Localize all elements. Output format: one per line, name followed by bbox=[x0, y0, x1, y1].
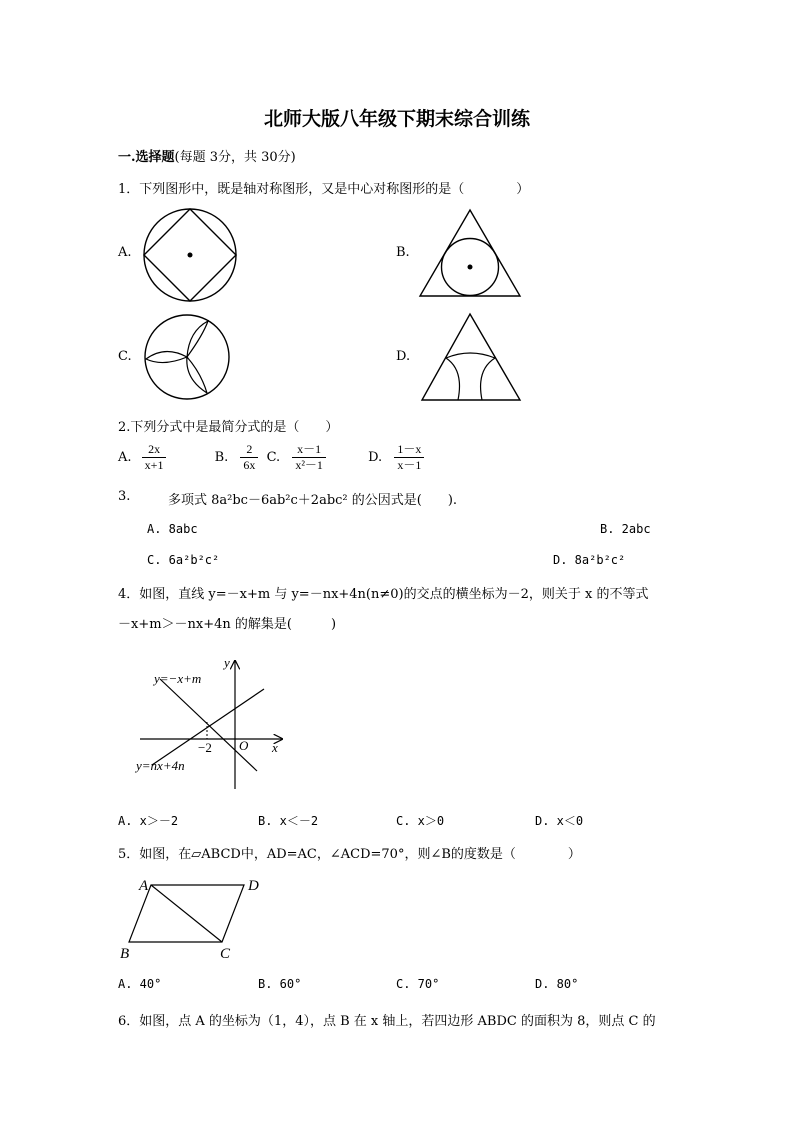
q2-option-c-label: C. bbox=[266, 450, 281, 465]
label-y1: y=−x+m bbox=[154, 671, 202, 686]
q5-stem: 5．如图，在▱ABCD中，AD=AC，∠ACD=70°，则∠B的度数是（ ） bbox=[118, 847, 581, 862]
q4-option-b: B. x＜－2 bbox=[258, 814, 319, 828]
page-title: 北师大版八年级下期末综合训练 bbox=[263, 108, 530, 130]
q4-option-d: D. x＜0 bbox=[535, 814, 584, 828]
q3-stem: 多项式 8a²bc－6ab²c＋2abc² 的公因式是( ). bbox=[168, 493, 458, 508]
section-heading bbox=[118, 146, 296, 165]
q1-option-b-label: B. bbox=[396, 245, 410, 260]
point-a-label: A bbox=[139, 878, 149, 894]
q3-number: 3. bbox=[118, 489, 131, 504]
q5-option-b: B. 60° bbox=[258, 977, 302, 991]
label-y2: y=nx+4n bbox=[136, 758, 185, 773]
point-d-label: D bbox=[248, 878, 259, 894]
label-origin: O bbox=[239, 738, 249, 753]
q2-option-c-fraction bbox=[292, 442, 326, 473]
q2-d-denominator: x－1 bbox=[397, 458, 422, 472]
q1-figure-b bbox=[418, 208, 524, 300]
label-x-axis: x bbox=[272, 740, 278, 755]
q6-stem: 6．如图，点 A 的坐标为（1，4），点 B 在 x 轴上，若四边形 ABDC 的面积为 8，则点 C 的 bbox=[118, 1014, 656, 1029]
q3-option-b: B. 2abc bbox=[600, 522, 651, 536]
q2-c-denominator: x²－1 bbox=[295, 458, 323, 472]
point-c-label: C bbox=[220, 946, 231, 962]
q1-figure-d bbox=[420, 312, 522, 402]
q3-option-a: A. 8abc bbox=[147, 522, 198, 536]
q1-option-c-label: C. bbox=[118, 349, 132, 364]
q2-options bbox=[118, 442, 424, 473]
section-note: (每题 3分，共 30分) bbox=[174, 150, 296, 165]
q1-option-d-label: D. bbox=[396, 349, 411, 364]
q2-option-a-label: A. bbox=[118, 450, 132, 465]
q2-a-numerator: 2x bbox=[142, 442, 167, 458]
q1-figure-c bbox=[143, 315, 235, 401]
q2-option-b-label: B. bbox=[214, 450, 229, 465]
q2-option-a-fraction bbox=[142, 442, 167, 473]
q4-stem-line2: －x+m＞－nx+4n 的解集是( ) bbox=[118, 617, 337, 632]
point-b-label: B bbox=[120, 946, 130, 962]
q1-option-a-label: A. bbox=[118, 245, 132, 260]
q3-option-d: D. 8a²b²c² bbox=[553, 553, 626, 567]
q4-graph bbox=[134, 655, 294, 795]
q2-d-numerator: 1－x bbox=[394, 442, 424, 458]
section-label: 一.选择题 bbox=[118, 150, 175, 165]
q5-option-c: C. 70° bbox=[396, 977, 440, 991]
q5-parallelogram bbox=[118, 872, 268, 964]
q5-option-d: D. 80° bbox=[535, 977, 579, 991]
q1-stem: 1．下列图形中，既是轴对称图形，又是中心对称图形的是（ ） bbox=[118, 182, 530, 197]
q2-a-denominator: x+1 bbox=[144, 458, 164, 472]
q2-option-b-fraction bbox=[240, 442, 258, 473]
q5-option-a: A. 40° bbox=[118, 977, 162, 991]
label-minus-two: −2 bbox=[198, 740, 212, 755]
q4-option-a: A. x＞－2 bbox=[118, 814, 179, 828]
q2-b-denominator: 6x bbox=[243, 458, 256, 472]
diagonal-ac bbox=[151, 885, 222, 942]
label-y-axis: y bbox=[224, 655, 230, 670]
q2-b-numerator: 2 bbox=[240, 442, 258, 458]
q4-stem-line1: 4．如图，直线 y=－x+m 与 y=－nx+4n(n≠0)的交点的横坐标为－2，则关于 x 的不等式 bbox=[118, 587, 649, 602]
q2-option-d-label: D. bbox=[368, 450, 383, 465]
q2-stem: 2.下列分式中是最简分式的是（ ） bbox=[118, 420, 339, 435]
q4-option-c: C. x＞0 bbox=[396, 814, 445, 828]
q3-option-c: C. 6a²b²c² bbox=[147, 553, 220, 567]
q1-figure-a bbox=[142, 208, 242, 304]
q2-c-numerator: x－1 bbox=[292, 442, 326, 458]
q2-option-d-fraction bbox=[394, 442, 424, 473]
